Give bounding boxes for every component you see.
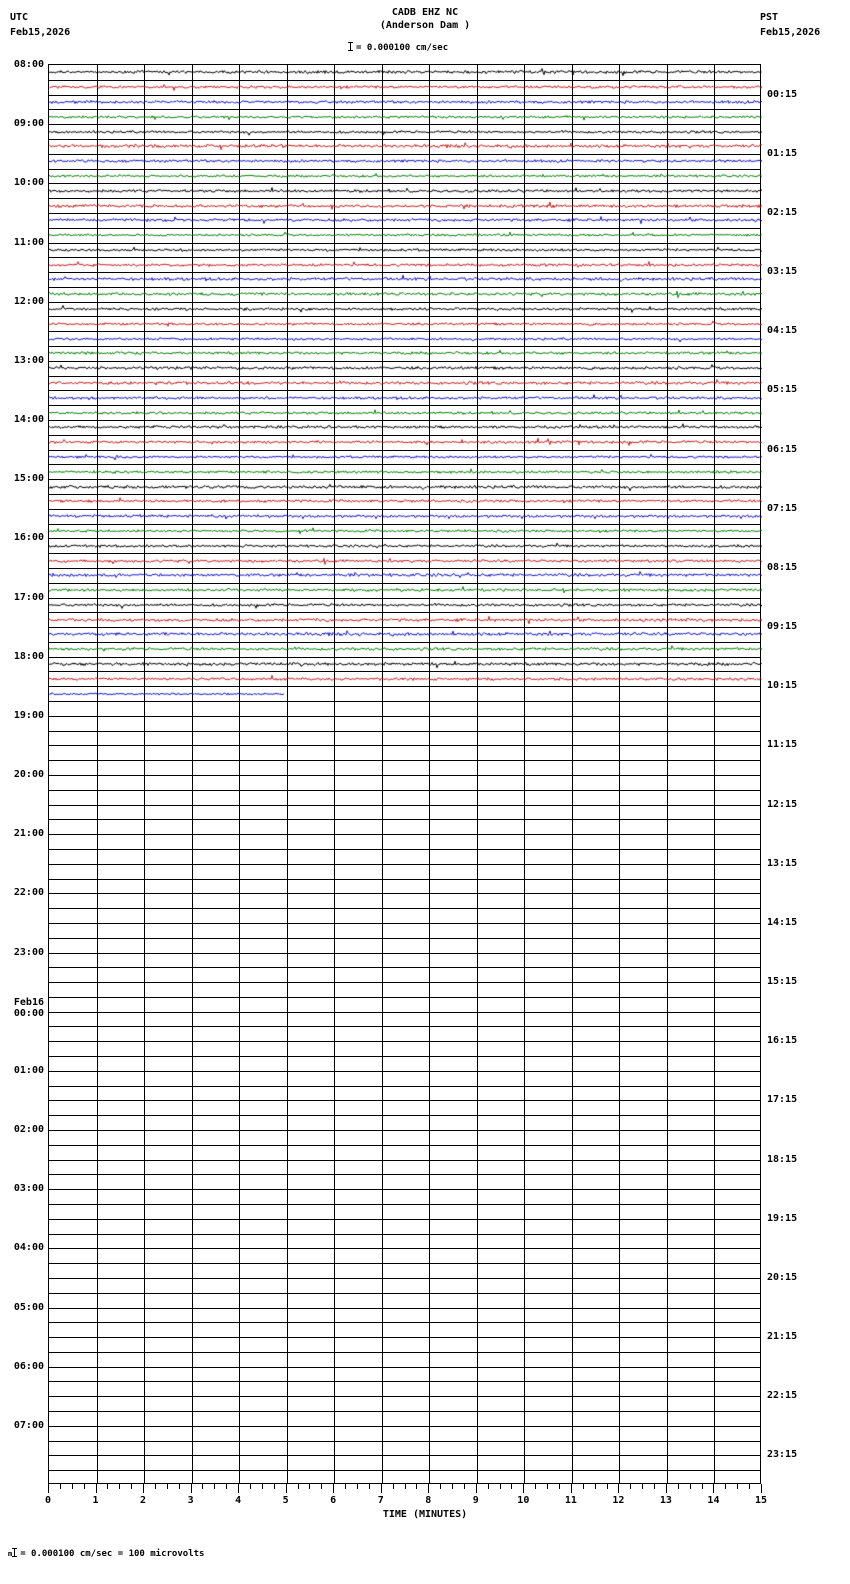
x-tick-minor [60,1484,61,1489]
x-tick-minor [119,1484,120,1489]
left-hour-label: Feb16 00:00 [13,996,44,1019]
x-tick-label: 15 [754,1495,768,1506]
left-hour-label: 20:00 [13,769,44,780]
x-tick-minor [678,1484,679,1489]
x-tick-minor [167,1484,168,1489]
right-hour-label: 17:15 [767,1094,798,1106]
right-hour-label: 04:15 [767,325,798,337]
x-tick-label: 12 [612,1495,625,1506]
footer-prefix: m [8,1550,13,1558]
left-hour-label: 11:00 [13,236,44,248]
x-tick-minor [107,1484,108,1489]
x-tick-major [523,1484,524,1493]
x-tick-minor [583,1484,584,1489]
x-tick-minor [725,1484,726,1489]
right-hour-label: 11:15 [767,739,798,751]
x-tick-minor [298,1484,299,1489]
left-hour-label: 03:00 [13,1183,44,1195]
x-tick-minor [702,1484,703,1489]
x-tick-minor [440,1484,441,1489]
x-tick-label: 3 [187,1495,194,1506]
x-tick-minor [595,1484,596,1489]
x-tick-label: 0 [44,1495,52,1506]
x-tick-minor [416,1484,417,1489]
station-code: CADB EHZ NC [391,7,459,18]
x-tick-minor [202,1484,203,1489]
right-zone-label: PST [760,12,779,23]
x-tick-minor [690,1484,691,1489]
left-hour-label: 13:00 [13,354,44,366]
x-tick-major [571,1484,572,1493]
scale-legend [350,42,448,53]
scale-legend-text: = 0.000100 cm/sec [356,43,449,53]
right-hour-label: 21:15 [767,1331,798,1343]
x-tick-minor [214,1484,215,1489]
left-hour-label: 05:00 [13,1301,44,1313]
x-tick-major [713,1484,714,1493]
left-hour-label: 02:00 [13,1124,44,1135]
x-tick-label: 8 [425,1495,432,1506]
x-tick-minor [345,1484,346,1489]
x-tick-minor [84,1484,85,1489]
x-tick-minor [630,1484,631,1489]
x-tick-major [381,1484,382,1493]
left-hour-label: 12:00 [13,295,44,307]
right-hour-label: 10:15 [767,680,798,692]
seismogram-plot [48,64,761,1484]
left-hour-label: 08:00 [13,59,44,70]
right-hour-label: 08:15 [767,561,798,573]
x-axis-tick-labels [0,1495,850,1507]
x-tick-minor [452,1484,453,1489]
x-axis-title: TIME (MINUTES) [382,1509,468,1520]
x-tick-minor [393,1484,394,1489]
chart-title-block [0,6,850,32]
left-hour-label: 07:00 [13,1419,44,1431]
left-hour-label: 10:00 [13,177,44,189]
right-hour-label: 00:15 [767,88,798,100]
x-tick-label: 9 [472,1495,479,1506]
x-tick-minor [737,1484,738,1489]
x-tick-label: 1 [92,1495,99,1506]
x-tick-major [476,1484,477,1493]
x-tick-minor [274,1484,275,1489]
x-tick-label: 11 [564,1495,577,1506]
right-hour-label: 15:15 [767,976,798,988]
x-tick-major [238,1484,239,1493]
x-tick-minor [464,1484,465,1489]
right-hour-label: 01:15 [767,147,798,159]
right-hour-label: 18:15 [767,1153,798,1165]
x-tick-major [191,1484,192,1493]
x-tick-label: 7 [377,1495,384,1506]
x-tick-minor [607,1484,608,1489]
x-tick-label: 4 [235,1495,242,1506]
x-tick-label: 13 [659,1495,672,1506]
x-tick-minor [654,1484,655,1489]
footer-scale-bar-icon [14,1548,15,1557]
x-tick-major [666,1484,667,1493]
x-tick-minor [642,1484,643,1489]
x-tick-major [618,1484,619,1493]
x-tick-minor [226,1484,227,1489]
x-tick-major [761,1484,762,1493]
right-hour-label: 19:15 [767,1212,798,1224]
x-tick-minor [488,1484,489,1489]
x-tick-minor [131,1484,132,1489]
x-tick-minor [405,1484,406,1489]
left-hour-label: 21:00 [13,828,44,840]
right-hour-label: 14:15 [767,916,798,928]
right-hour-label: 16:15 [767,1035,798,1047]
x-tick-major [286,1484,287,1493]
right-hour-label: 02:15 [767,206,798,218]
right-hour-label: 23:15 [767,1449,798,1461]
left-hour-label: 16:00 [13,532,44,544]
left-hour-label: 09:00 [13,118,44,130]
x-tick-minor [262,1484,263,1489]
trace-layer [49,65,760,1483]
x-tick-minor [749,1484,750,1489]
x-tick-minor [155,1484,156,1489]
x-tick-minor [72,1484,73,1489]
right-hour-label: 07:15 [767,502,798,514]
station-name: (Anderson Dam ) [379,20,471,31]
x-tick-minor [357,1484,358,1489]
right-hour-label: 12:15 [767,798,798,810]
right-date-label: Feb15,2026 [760,27,821,38]
left-zone-label: UTC [10,12,29,23]
x-tick-minor [321,1484,322,1489]
x-tick-minor [250,1484,251,1489]
footer-text: = 0.000100 cm/sec = 100 microvolts [20,1549,205,1559]
scale-bar-icon [350,42,351,51]
x-tick-label: 6 [330,1495,337,1506]
left-hour-label: 01:00 [13,1064,44,1076]
right-hour-label: 05:15 [767,384,798,396]
x-tick-major [96,1484,97,1493]
x-tick-minor [559,1484,560,1489]
left-hour-label: 18:00 [13,650,44,662]
x-tick-minor [535,1484,536,1489]
x-tick-major [48,1484,49,1493]
right-hour-label: 06:15 [767,443,798,455]
left-hour-label: 06:00 [13,1360,44,1372]
right-hour-label: 22:15 [767,1390,798,1402]
footer-scale-note [8,1548,204,1559]
x-tick-label: 2 [140,1495,147,1506]
x-tick-major [333,1484,334,1493]
x-tick-minor [369,1484,370,1489]
right-hour-label: 20:15 [767,1271,798,1283]
x-tick-label: 14 [707,1495,720,1506]
left-date-label: Feb15,2026 [10,27,71,38]
x-tick-minor [179,1484,180,1489]
x-tick-major [143,1484,144,1493]
left-hour-label: 22:00 [13,887,44,899]
x-tick-label: 10 [517,1495,530,1506]
x-tick-label: 5 [282,1495,289,1506]
left-hour-label: 17:00 [13,591,44,603]
left-hour-label: 19:00 [13,709,44,721]
x-tick-minor [547,1484,548,1489]
x-tick-minor [500,1484,501,1489]
left-hour-label: 15:00 [13,473,44,485]
left-hour-label: 14:00 [13,414,44,425]
x-tick-minor [511,1484,512,1489]
left-hour-label: 04:00 [13,1242,44,1254]
x-tick-minor [309,1484,310,1489]
left-hour-label: 23:00 [13,946,44,958]
x-tick-major [428,1484,429,1493]
right-hour-label: 13:15 [767,857,798,869]
right-hour-label: 09:15 [767,621,798,633]
right-hour-label: 03:15 [767,266,798,278]
